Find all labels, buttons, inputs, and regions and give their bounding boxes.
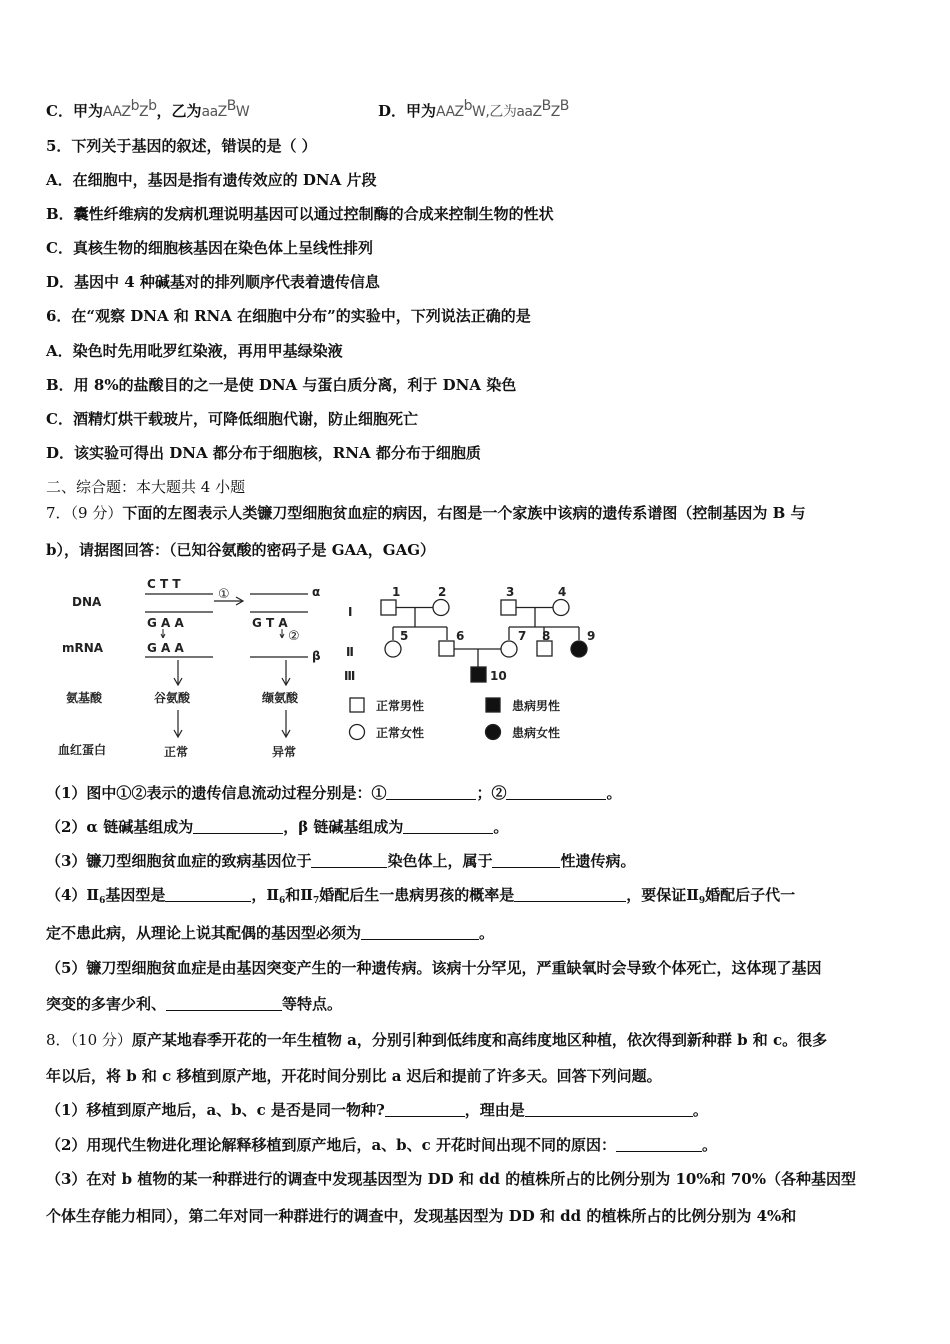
genotype: aaZ — [201, 104, 227, 120]
label-1: 1 — [392, 585, 401, 599]
label-3: 3 — [506, 585, 515, 599]
text: ；② — [476, 784, 507, 802]
question-stem: 下面的左图表示人类镰刀型细胞贫血症的病因，右图是一个家族中该病的遗传系谱图（控制基因为 B 与 — [122, 504, 806, 522]
pedigree-chart — [344, 585, 595, 740]
row-label-hemoglobin: 血红蛋白 — [58, 743, 107, 757]
superscript: B — [541, 98, 551, 114]
separator: ，乙为 — [156, 102, 202, 120]
text: （1）图中①②表示的遗传信息流动过程分别是：① — [46, 784, 387, 802]
generation-3-label: Ⅲ — [344, 669, 356, 683]
q7-part4-line2 — [46, 923, 494, 943]
legend-normal-male: 正常男性 — [376, 699, 425, 713]
text: 。 — [692, 1101, 708, 1119]
question-number: 8． — [46, 1031, 71, 1049]
text: ，Ⅱ — [251, 886, 280, 904]
text: ，β 链碱基组成为 — [283, 818, 404, 836]
superscript: B — [226, 98, 236, 114]
q4-option-d — [378, 98, 569, 122]
question-stem: 原产某地春季开花的一年生植物 a，分别引种到低纬度和高纬度地区种植，依次得到新种群 b 和 c。很多 — [131, 1031, 828, 1049]
question-number: 7． — [46, 504, 71, 522]
text: 等特点。 — [282, 995, 343, 1013]
genotype: Z — [550, 104, 560, 120]
hemoglobin-normal: 正常 — [164, 745, 189, 759]
row-label-amino-acid: 氨基酸 — [66, 691, 103, 705]
individual-i3-normal-male — [501, 600, 516, 615]
generation-2-label: Ⅱ — [346, 645, 354, 659]
answer-blank[interactable] — [385, 1102, 465, 1117]
q5-option-c: C．真核生物的细胞核基因在染色体上呈线性排列 — [46, 239, 373, 257]
text: 婚配后生一患病男孩的概率是 — [319, 886, 515, 904]
answer-blank[interactable] — [165, 887, 251, 902]
question-score: （10 分） — [70, 1031, 132, 1049]
answer-blank[interactable] — [193, 819, 283, 834]
answer-blank[interactable] — [311, 853, 387, 868]
text: （3）镰刀型细胞贫血症的致病基因位于 — [46, 852, 312, 870]
q8-part3: （3）在对 b 植物的某一种群进行的调查中发现基因型为 DD 和 dd 的植株所占的比例分别为 10%和 70%（各种基因型 — [46, 1170, 856, 1188]
q5-option-d: D．基因中 4 种碱基对的排列顺序代表着遗传信息 — [46, 273, 380, 291]
label-4: 4 — [558, 585, 567, 599]
option-c-label: C．甲为 — [46, 102, 103, 120]
individual-i2-normal-female — [433, 600, 449, 616]
q7-part4 — [46, 885, 795, 905]
section-heading: 二、综合题：本大题共 4 小题 — [46, 478, 246, 496]
individual-ii7-normal-female — [501, 641, 517, 657]
q8-part2 — [46, 1135, 717, 1155]
individual-i4-normal-female — [553, 600, 569, 616]
legend-affected-female: 患病女性 — [512, 726, 561, 740]
text: 性遗传病。 — [560, 852, 636, 870]
text: （2）α 链碱基组成为 — [46, 818, 194, 836]
genotype: aaZ — [516, 104, 542, 120]
individual-iii10-affected-male — [471, 667, 486, 682]
q7-stem-line1 — [46, 503, 806, 523]
genotype: W,乙为 — [472, 104, 517, 120]
answer-blank[interactable] — [525, 1102, 693, 1117]
central-dogma-diagram — [58, 577, 321, 759]
q7-part3 — [46, 851, 635, 871]
hemoglobin-abnormal: 异常 — [272, 745, 297, 759]
q7-part2 — [46, 817, 508, 837]
answer-blank[interactable] — [492, 853, 560, 868]
label-8: 8 — [542, 629, 551, 643]
individual-ii8-normal-male — [537, 641, 552, 656]
legend-normal-female-symbol — [350, 725, 365, 740]
subscript: 6 — [279, 896, 286, 906]
genotype: Z — [138, 104, 149, 120]
q4-option-c — [46, 98, 250, 122]
text: 。 — [606, 784, 622, 802]
q6-option-a: A．染色时先用吡罗红染液，再用甲基绿染液 — [46, 342, 343, 360]
process-label-2: ② — [288, 629, 300, 644]
q8-part3-line2: 个体生存能力相同），第二年对同一种群进行的调查中，发现基因型为 DD 和 dd 的植株所占的比例分别为 4%和 — [46, 1207, 797, 1225]
text: 。 — [493, 818, 509, 836]
text: 定不患此病，从理论上说其配偶的基因型必须为 — [46, 924, 362, 942]
q8-stem-line1 — [46, 1030, 827, 1050]
q5-option-a: A．在细胞中，基因是指有遗传效应的 DNA 片段 — [46, 171, 377, 189]
label-2: 2 — [438, 585, 447, 599]
answer-blank[interactable] — [166, 996, 282, 1011]
label-6: 6 — [456, 629, 465, 643]
label-10: 10 — [490, 669, 507, 683]
individual-i1-normal-male — [381, 600, 396, 615]
legend-affected-female-symbol — [486, 725, 501, 740]
subscript: 7 — [312, 896, 320, 906]
legend-affected-male: 患病男性 — [512, 699, 561, 713]
amino-acid-mutated: 缬氨酸 — [262, 691, 299, 705]
amino-acid-normal: 谷氨酸 — [154, 691, 191, 705]
beta-chain-label: β — [312, 649, 321, 663]
process-label-1: ① — [218, 587, 230, 602]
label-5: 5 — [400, 629, 409, 643]
text: ，要保证Ⅱ — [626, 886, 699, 904]
text: ，理由是 — [464, 1101, 525, 1119]
q7-figure — [50, 572, 610, 772]
row-label-mrna: mRNA — [62, 641, 104, 655]
option-d-label: D．甲为 — [378, 102, 437, 120]
mutated-strand: G T A — [252, 616, 288, 630]
q5-option-b: B．囊性纤维病的发病机理说明基因可以通过控制酶的合成来控制生物的性状 — [46, 205, 554, 223]
text: （2）用现代生物进化理论解释移植到原产地后，a、b、c 开花时间出现不同的原因： — [46, 1136, 617, 1154]
text: 。 — [479, 924, 495, 942]
genotype: AAZ — [102, 104, 131, 120]
text: （4）Ⅱ — [46, 886, 100, 904]
mrna-strand: G A A — [147, 641, 184, 655]
answer-blank[interactable] — [514, 887, 626, 902]
answer-blank[interactable] — [506, 785, 606, 800]
q5-stem: 5．下列关于基因的叙述，错误的是（ ） — [46, 137, 317, 155]
text: 染色体上，属于 — [387, 852, 493, 870]
answer-blank[interactable] — [361, 925, 479, 940]
text: 婚配后子代一 — [705, 886, 796, 904]
question-score: （9 分） — [70, 504, 123, 522]
legend-normal-male-symbol — [350, 698, 364, 712]
text: 和Ⅱ — [285, 886, 313, 904]
q8-part1 — [46, 1100, 708, 1120]
text: 基因型是 — [105, 886, 166, 904]
legend-affected-male-symbol — [486, 698, 500, 712]
superscript: b — [148, 98, 157, 114]
label-9: 9 — [587, 629, 596, 643]
q7-part5: （5）镰刀型细胞贫血症是由基因突变产生的一种遗传病。该病十分罕见，严重缺氧时会导致个体死亡，这体现了基因 — [46, 959, 822, 977]
dna-top-strand: C T T — [147, 577, 181, 591]
genotype: AAZ — [436, 104, 464, 120]
generation-1-label: Ⅰ — [348, 605, 353, 619]
answer-blank[interactable] — [616, 1137, 702, 1152]
subscript: 9 — [698, 896, 706, 906]
subscript: 6 — [99, 896, 106, 906]
q8-stem-line2: 年以后，将 b 和 c 移植到原产地，开花时间分别比 a 迟后和提前了许多天。回答下列问题。 — [46, 1067, 662, 1085]
superscript: b — [130, 98, 139, 114]
q7-part5-line2 — [46, 994, 342, 1014]
row-label-dna: DNA — [72, 595, 102, 609]
q6-option-c: C．酒精灯烘干载玻片，可降低细胞代谢，防止细胞死亡 — [46, 410, 418, 428]
answer-blank[interactable] — [403, 819, 493, 834]
q6-stem: 6．在“观察 DNA 和 RNA 在细胞中分布”的实验中，下列说法正确的是 — [46, 307, 531, 325]
q6-option-d: D．该实验可得出 DNA 都分布于细胞核，RNA 都分布于细胞质 — [46, 444, 481, 462]
superscript: b — [463, 98, 473, 114]
genotype: W — [235, 104, 250, 120]
text: （1）移植到原产地后，a、b、c 是否是同一物种? — [46, 1101, 385, 1119]
q7-stem-line2: b），请据图回答：（已知谷氨酸的密码子是 GAA，GAG） — [46, 541, 436, 559]
individual-ii9-affected-female — [571, 641, 587, 657]
individual-ii6-normal-male — [439, 641, 454, 656]
text: 。 — [702, 1136, 718, 1154]
alpha-chain-label: α — [312, 585, 321, 599]
individual-ii5-normal-female — [385, 641, 401, 657]
legend-normal-female: 正常女性 — [376, 726, 425, 740]
q6-option-b: B．用 8%的盐酸目的之一是使 DNA 与蛋白质分离，利于 DNA 染色 — [46, 376, 517, 394]
text: 突变的多害少利、 — [46, 995, 167, 1013]
answer-blank[interactable] — [386, 785, 476, 800]
q7-part1 — [46, 783, 621, 803]
dna-bottom-strand: G A A — [147, 616, 184, 630]
superscript: B — [559, 98, 569, 114]
label-7: 7 — [518, 629, 527, 643]
